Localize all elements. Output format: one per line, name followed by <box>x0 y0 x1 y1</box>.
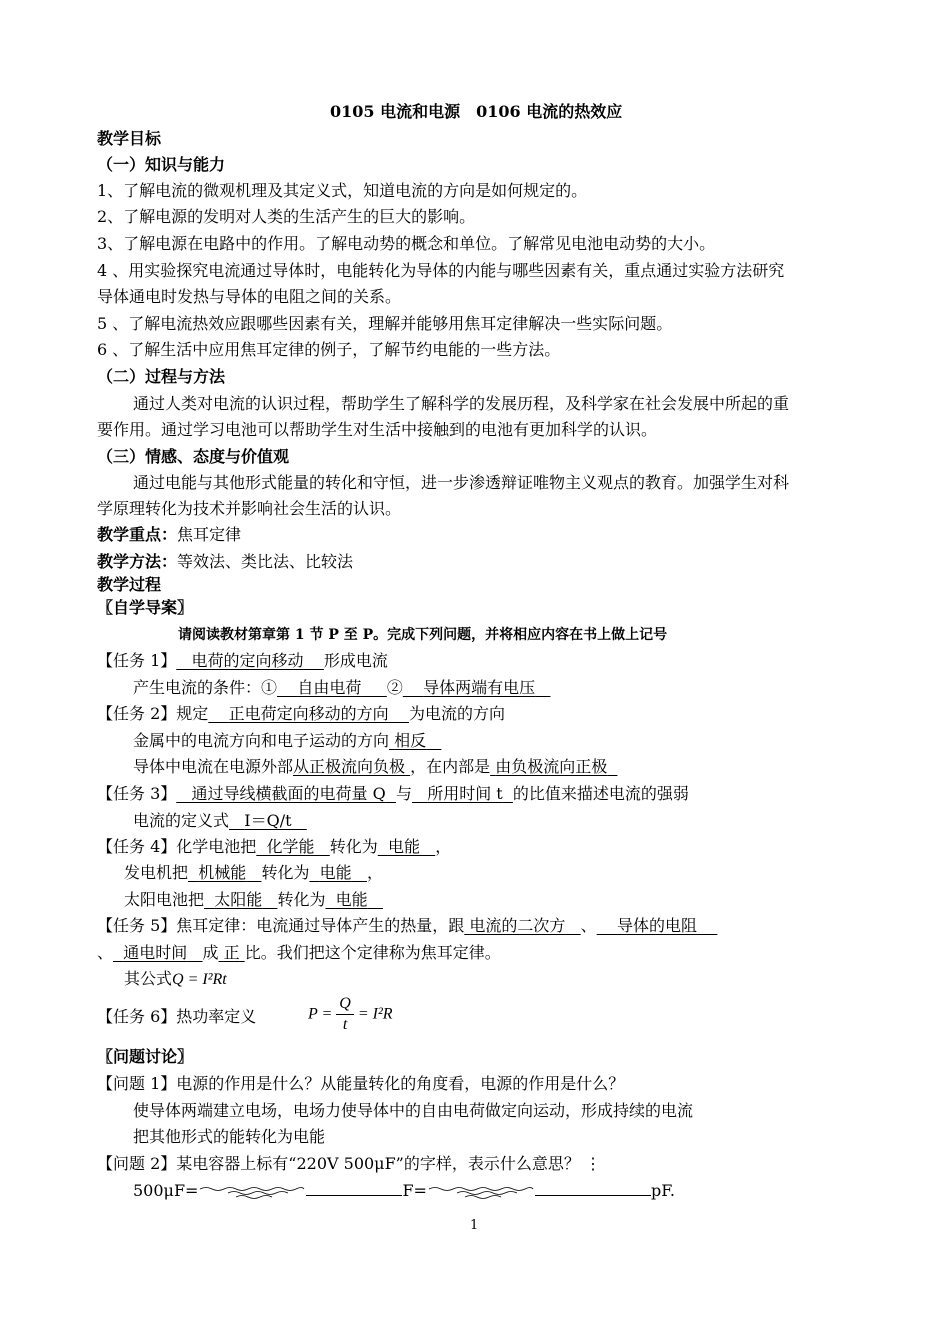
task-6: 【任务 6】热功率定义 <box>97 1007 257 1026</box>
question-2-label: 【问题 2】 <box>97 1154 177 1173</box>
task-6-label: 【任务 6】 <box>97 1007 177 1026</box>
joule-formula-line: 其公式Q = I²Rt <box>124 969 227 988</box>
inside-direction-answer: 由负极流向正极 <box>495 757 608 776</box>
battery-from-answer: 化学能 <box>266 837 315 856</box>
objectives-heading: 教学目标 <box>97 129 162 148</box>
task-3: 【任务 3】 通过导线横截面的电荷量 Q 与 所用时间 t 的比值来描述电流的强弱 <box>97 784 689 803</box>
emotion-text: 学原理转化为技术并影响社会生活的认识。 <box>97 499 402 518</box>
task-5-continued: 、 通电时间 成 正 比。我们把这个定律称为焦耳定律。 <box>97 943 501 962</box>
question-1: 【问题 1】电源的作用是什么？从能量转化的角度看，电源的作用是什么？ <box>97 1074 625 1093</box>
conversion-blank-1[interactable] <box>306 1181 402 1196</box>
wavy-line-icon <box>198 1185 306 1199</box>
task-1-answer: 电荷的定向移动 <box>191 651 304 670</box>
page-number: 1 <box>470 1218 479 1233</box>
outside-direction-answer: 从正极流向负极 <box>293 757 406 776</box>
solar-from-answer: 太阳能 <box>214 890 263 909</box>
heat-power-formula: P = $\frac{Q}{t}$ = I²R <box>308 995 393 1033</box>
task-3-answer-1: 通过导线横截面的电荷量 Q <box>191 784 386 803</box>
metal-direction-answer: 相反 <box>394 731 427 750</box>
objective-item: 4 、用实验探究电流通过导体时，电能转化为导体的内能与哪些因素有关，重点通过实验方法研究 <box>97 261 785 280</box>
unit-conversion: 500μF= F= pF. <box>133 1181 675 1200</box>
key-point <box>97 524 241 546</box>
conversion-blank-2[interactable] <box>535 1181 651 1196</box>
key-point-value: 焦耳定律 <box>177 525 242 544</box>
task-4-label: 【任务 4】 <box>97 837 177 856</box>
objective-item: 导体通电时发热与导体的电阻之间的关系。 <box>97 287 402 306</box>
task-3-answer-2: 所用时间 t <box>427 784 503 803</box>
solar-to-answer: 电能 <box>335 890 368 909</box>
task-4: 【任务 4】化学电池把 化学能 转化为 电能 ， <box>97 837 452 856</box>
task-2-answer: 正电荷定向移动的方向 <box>228 704 389 723</box>
wavy-line-icon <box>427 1185 535 1199</box>
self-study-heading: 〖自学导案〗 <box>97 598 194 617</box>
task-4-generator: 发电机把 机械能 转化为 电能 ， <box>124 863 383 882</box>
joule-ratio-answer: 正 <box>223 943 240 962</box>
task-5-label: 【任务 5】 <box>97 916 177 935</box>
page-title: 0105 电流和电源 0106 电流的热效应 <box>330 102 623 121</box>
task-3-definition: 电流的定义式 I＝Q/t <box>133 810 307 832</box>
question-1-label: 【问题 1】 <box>97 1074 177 1093</box>
task-2: 【任务 2】规定 正电荷定向移动的方向 为电流的方向 <box>97 704 506 723</box>
question-2: 【问题 2】某电容器上标有“220V 500μF”的字样，表示什么意思？ ⋮ <box>97 1154 601 1173</box>
objective-item: 2、了解电源的发明对人类的生活产生的巨大的影响。 <box>97 207 476 226</box>
method-value: 等效法、类比法、比较法 <box>177 552 354 571</box>
joule-factor-1-answer: 电流的二次方 <box>469 916 566 935</box>
joule-formula: Q = I²Rt <box>172 971 227 988</box>
process-section-heading: 教学过程 <box>97 575 162 594</box>
task-5: 【任务 5】焦耳定律：电流通过导体产生的热量，跟 电流的二次方 、 导体的电阻 <box>97 915 717 937</box>
key-point-label: 教学重点： <box>97 525 178 544</box>
discussion-heading: 〖问题讨论〗 <box>97 1047 194 1066</box>
objective-item: 3、了解电源在电路中的作用。了解电动势的概念和单位。了解常见电池电动势的大小。 <box>97 234 716 253</box>
heat-power-fraction: $\frac{Q}{t}$ <box>336 994 354 1035</box>
process-heading: （二）过程与方法 <box>97 367 226 386</box>
emotion-text: 通过电能与其他形式能量的转化和守恒，进一步渗透辩证唯物主义观点的教育。加强学生对科 <box>133 473 790 492</box>
question-1-answer: 使导体两端建立电场，电场力使导体中的自由电荷做定向运动，形成持续的电流 <box>133 1101 694 1120</box>
objective-item: 1、了解电流的微观机理及其定义式，知道电流的方向是如何规定的。 <box>97 181 588 200</box>
task-2-conductor: 导体中电流在电源外部从正极流向负极 ，在内部是 由负极流向正极 <box>133 756 617 778</box>
task-2-metal: 金属中的电流方向和电子运动的方向 相反 <box>133 730 441 752</box>
task-1-label: 【任务 1】 <box>97 651 177 670</box>
task-1-suffix: 形成电流 <box>323 651 388 670</box>
joule-factor-3-answer: 通电时间 <box>123 943 188 962</box>
teaching-method <box>97 551 353 573</box>
reading-instruction: 请阅读教材第章第 1 节 P 至 P。完成下列问题，并将相应内容在书上做上记号 <box>178 627 668 643</box>
generator-from-answer: 机械能 <box>198 863 247 882</box>
joule-factor-2-answer: 导体的电阻 <box>617 916 698 935</box>
process-text: 通过人类对电流的认识过程，帮助学生了解科学的发展历程，及科学家在社会发展中所起的重 <box>133 394 790 413</box>
battery-to-answer: 电能 <box>387 837 420 856</box>
task-3-label: 【任务 3】 <box>97 784 177 803</box>
condition-1-answer: 自由电荷 <box>297 678 362 697</box>
task-4-solar: 太阳电池把 太阳能 转化为 电能 <box>124 889 383 911</box>
question-1-answer: 把其他形式的能转化为电能 <box>133 1127 326 1146</box>
objective-item: 5 、了解电流热效应跟哪些因素有关，理解并能够用焦耳定律解决一些实际问题。 <box>97 314 673 333</box>
objective-item: 6 、了解生活中应用焦耳定律的例子，了解节约电能的一些方法。 <box>97 340 561 359</box>
task-2-label: 【任务 2】 <box>97 704 177 723</box>
knowledge-heading: （一）知识与能力 <box>97 155 226 174</box>
task-1 <box>97 650 388 672</box>
method-label: 教学方法： <box>97 552 178 571</box>
emotion-heading: （三）情感、态度与价值观 <box>97 447 290 466</box>
process-text: 要作用。通过学习电池可以帮助学生对生活中接触到的电池有更加科学的认识。 <box>97 420 658 439</box>
generator-to-answer: 电能 <box>319 863 352 882</box>
condition-2-answer: 导体两端有电压 <box>423 678 536 697</box>
current-definition-answer: I＝Q/t <box>244 811 292 830</box>
task-1-conditions: 产生电流的条件：① 自由电荷 ② 导体两端有电压 <box>133 677 550 699</box>
